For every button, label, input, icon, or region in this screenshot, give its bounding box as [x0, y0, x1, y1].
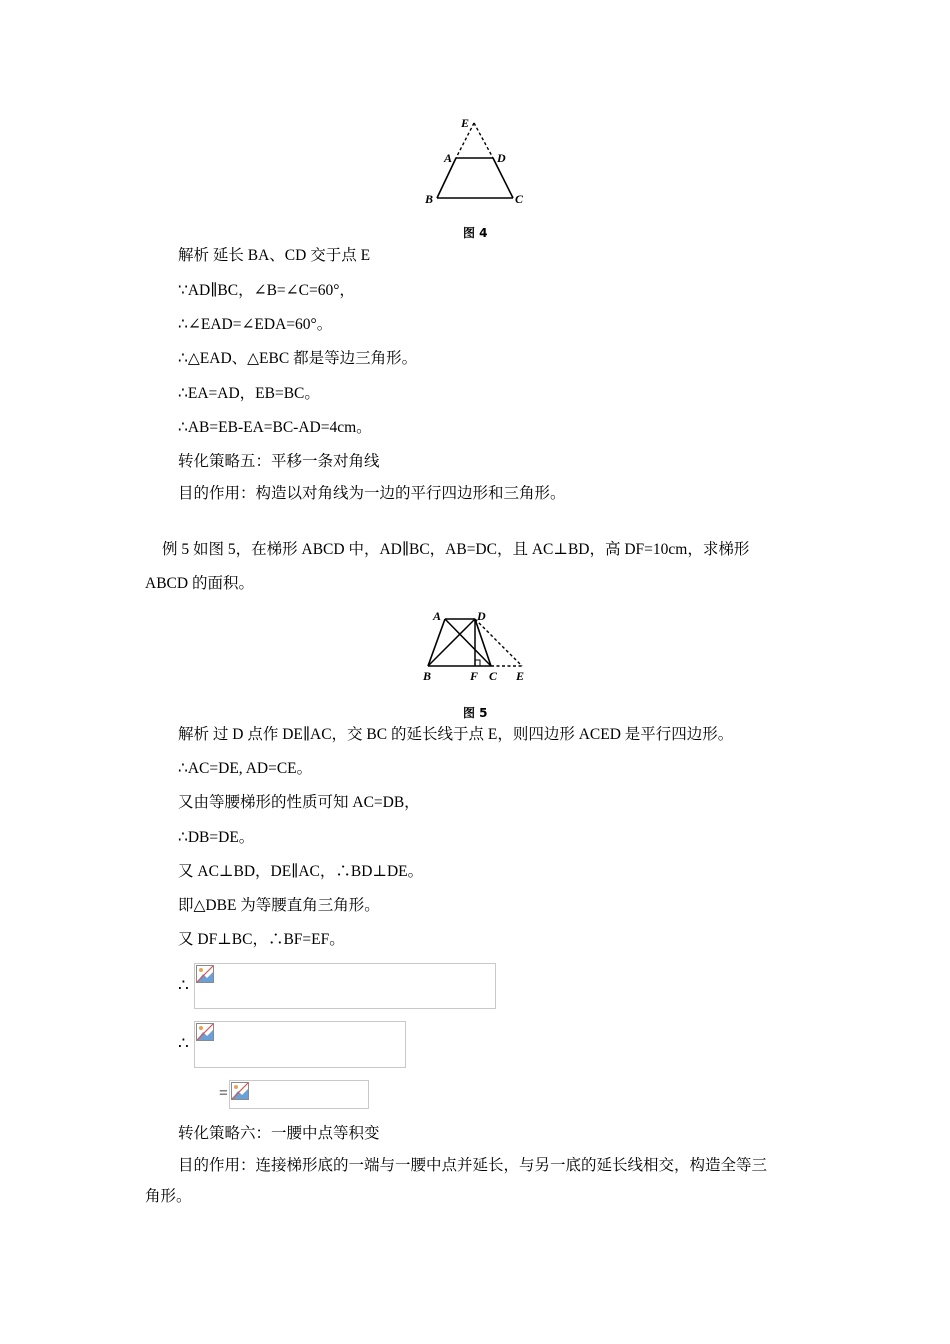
segment-dc [475, 619, 491, 666]
solution5-line-6: 即△DBE 为等腰直角三角形。 [178, 897, 380, 914]
label-c: C [489, 669, 498, 683]
broken-image-icon [231, 1082, 249, 1100]
figure-5-caption: 图 5 [463, 706, 488, 720]
solution5-line-7: 又 DF⊥BC，∴BF=EF。 [178, 931, 345, 948]
example5-line-2: ABCD 的面积。 [145, 575, 254, 592]
label-e: E [461, 116, 470, 130]
solution5-line-1: 解析 过 D 点作 DE∥AC，交 BC 的延长线于点 E，则四边形 ACED 是平行四边形。 [178, 726, 734, 743]
equals-sign: = [219, 1085, 228, 1102]
solution4-line-5: ∴EA=AD，EB=BC。 [178, 385, 320, 402]
label-e: E [516, 669, 525, 683]
broken-image-icon [196, 1023, 214, 1041]
label-b: B [423, 669, 432, 683]
strategy5-title: 转化策略五：平移一条对角线 [178, 453, 380, 470]
solution4-line-3: ∴∠EAD=∠EDA=60°。 [178, 316, 333, 333]
label-b: B [425, 192, 434, 206]
therefore-symbol-2: ∴ [178, 1034, 189, 1053]
example5-line-1: 例 5 如图 5，在梯形 ABCD 中，AD∥BC，AB=DC，且 AC⊥BD，高 DF=10cm，求梯形 [162, 541, 750, 558]
solution5-line-2: ∴AC=DE, AD=CE。 [178, 760, 313, 777]
segment-ab [428, 619, 445, 666]
segment-de-dashed [475, 619, 522, 666]
broken-formula-image-2 [194, 1021, 406, 1068]
label-a: A [444, 151, 453, 165]
label-c: C [515, 192, 524, 206]
strategy6-purpose-line-2: 角形。 [145, 1188, 192, 1205]
broken-image-icon [196, 965, 214, 983]
strategy6-purpose-line-1: 目的作用：连接梯形底的一端与一腰中点并延长，与另一底的延长线相交，构造全等三 [178, 1157, 768, 1174]
solution4-line-6: ∴AB=EB-EA=BC-AD=4cm。 [178, 419, 372, 436]
figure-4-trapezoid-diagram [420, 112, 530, 210]
solution4-line-1: 解析 延长 BA、CD 交于点 E [178, 247, 371, 264]
figure-5-trapezoid-diagram [418, 606, 530, 686]
strategy5-purpose: 目的作用：构造以对角线为一边的平行四边形和三角形。 [178, 485, 566, 502]
solution4-line-4: ∴△EAD、△EBC 都是等边三角形。 [178, 350, 418, 367]
broken-formula-image-1 [194, 963, 496, 1009]
figure-4-caption: 图 4 [463, 226, 488, 240]
label-f: F [470, 669, 479, 683]
broken-formula-image-3 [229, 1080, 369, 1109]
label-d: D [497, 151, 506, 165]
solution4-line-2: ∵AD∥BC，∠B=∠C=60°， [178, 282, 355, 299]
solution5-line-4: ∴DB=DE。 [178, 829, 255, 846]
strategy6-title: 转化策略六：一腰中点等积变 [178, 1125, 380, 1142]
label-a: A [433, 609, 442, 623]
solution5-line-3: 又由等腰梯形的性质可知 AC=DB， [178, 794, 420, 811]
segment-ed-dashed [474, 123, 493, 158]
label-d: D [477, 609, 486, 623]
solution5-line-5: 又 AC⊥BD，DE∥AC，∴BD⊥DE。 [178, 863, 424, 880]
therefore-symbol-1: ∴ [178, 976, 189, 995]
